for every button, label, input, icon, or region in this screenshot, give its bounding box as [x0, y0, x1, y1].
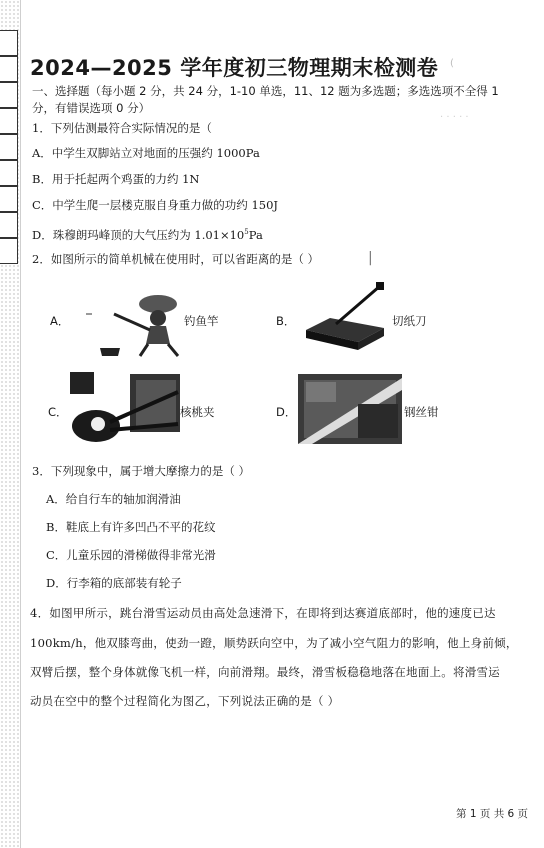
question-2-option-d-letter: D． [276, 405, 297, 419]
nutcracker-illustration [70, 372, 182, 444]
question-2-option-b-name: 切纸刀 [392, 314, 427, 328]
question-1-option-c: C．中学生爬一层楼克服自身重力做的功约 150J [32, 198, 279, 212]
question-4-line1: 4．如图甲所示，跳台滑雪运动员由高处急速滑下，在即将到达赛道底部时，他的速度已达 [30, 606, 496, 620]
question-2-option-b-letter: B． [276, 314, 296, 328]
question-2-option-d-name: 钢丝钳 [404, 405, 439, 419]
question-1-option-a: A．中学生双脚站立对地面的压强约 1000Pa [32, 146, 260, 160]
question-3-option-d: D．行李箱的底部装有轮子 [46, 576, 182, 590]
paper-cutter-illustration [300, 280, 390, 352]
binding-line [20, 0, 21, 848]
fishing-rod-illustration [78, 292, 188, 362]
question-2-option-a-name: 钓鱼竿 [184, 314, 219, 328]
header-stamp: ( [450, 58, 454, 69]
question-2-option-c-letter: C． [48, 405, 68, 419]
question-1-option-b: B．用于托起两个鸡蛋的力约 1N [32, 172, 200, 186]
question-3-option-b: B．鞋底上有许多凹凸不平的花纹 [46, 520, 216, 534]
question-3-option-c: C．儿童乐园的滑梯做得非常光滑 [46, 548, 216, 562]
show-through-mark: | [368, 250, 373, 266]
question-4-line4: 动员在空中的整个过程简化为图乙，下列说法正确的是（ ） [30, 694, 340, 708]
show-through-text: · · · · · [440, 112, 469, 123]
binding-info-boxes [0, 30, 18, 264]
question-4-line3: 双臂后摆，整个身体就像飞机一样，向前滑翔。最终，滑雪板稳稳地落在地面上。将滑雪运 [30, 665, 500, 679]
question-3-stem: 3．下列现象中，属于增大摩擦力的是（ ） [32, 464, 250, 478]
section-instructions-line1: 一、选择题（每小题 2 分，共 24 分，1-10 单选，11、12 题为多选题；多选选项不全得 1 [32, 84, 499, 98]
wire-pliers-illustration [298, 374, 402, 444]
question-2-option-a-letter: A． [50, 314, 70, 328]
question-2-stem: 2．如图所示的简单机械在使用时，可以省距离的是（ ） [32, 252, 319, 266]
question-1-stem: 1．下列估测最符合实际情况的是（ [32, 121, 212, 135]
page-number-footer: 第 1 页 共 6 页 [456, 808, 529, 820]
question-4-line2: 100km/h，他双膝弯曲，使劲一蹬，顺势跃向空中，为了减小空气阻力的影响，他上身前倾， [30, 636, 518, 650]
question-2-option-c-name: 核桃夹 [180, 405, 215, 419]
page-title: 2024—2025 学年度初三物理期末检测卷 [30, 56, 439, 80]
question-1-option-d: D．珠穆朗玛峰顶的大气压约为 $1.01\times 10^5Pa$ [32, 227, 263, 242]
question-3-option-a: A．给自行车的轴加润滑油 [46, 492, 181, 506]
section-instructions-line2: 分，有错误选项 0 分） [32, 101, 151, 115]
